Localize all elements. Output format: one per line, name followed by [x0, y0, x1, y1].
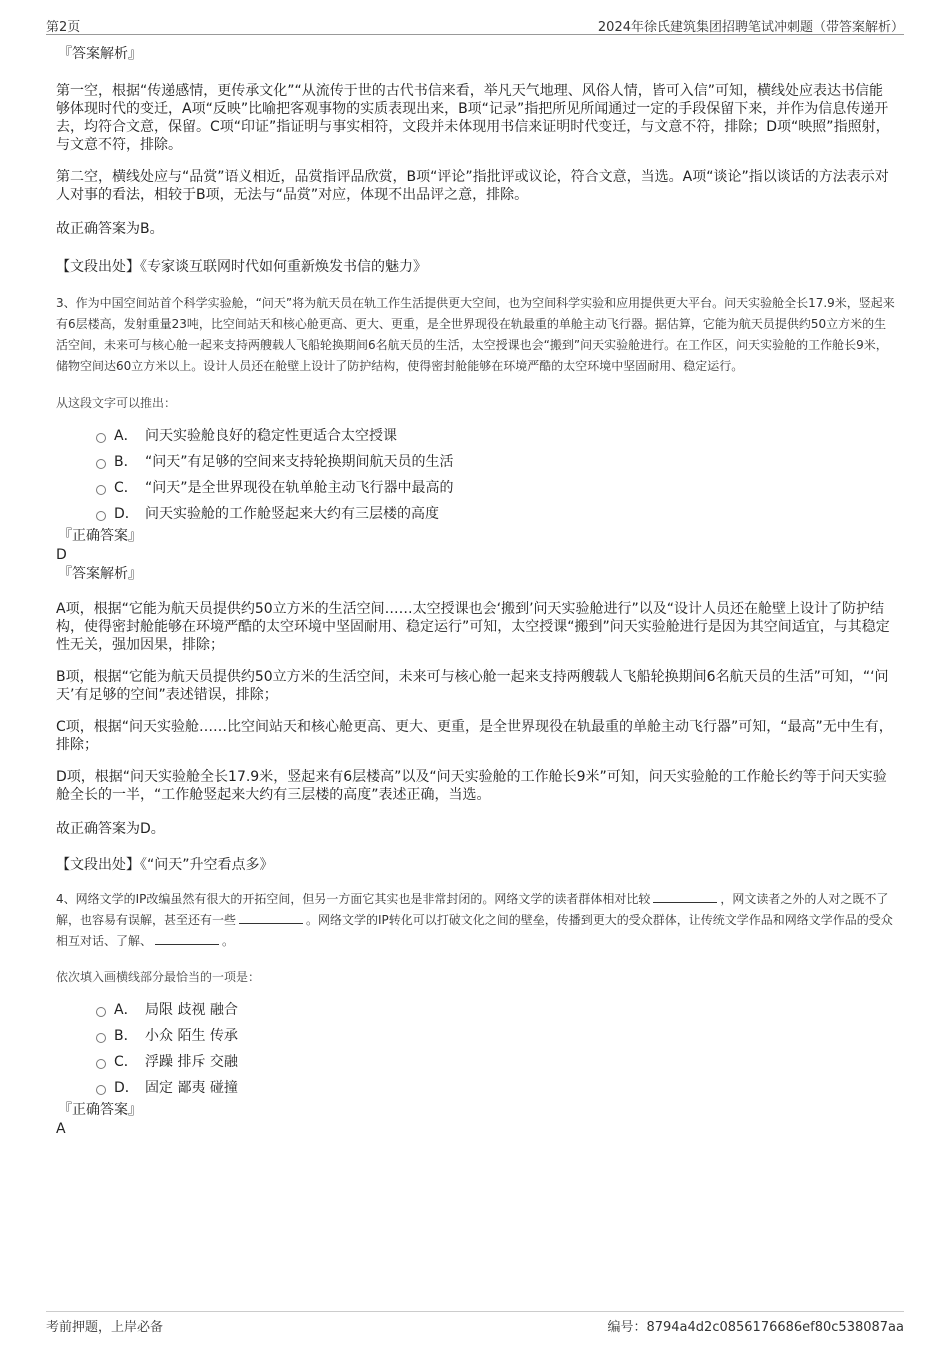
option-c[interactable]	[96, 1048, 896, 1074]
option-d[interactable]	[96, 500, 896, 526]
page-header	[46, 14, 904, 35]
analysis-paragraph: 第二空，横线处应与“品赏”语义相近，品赏指评品欣赏，B项“评论”指批评或议论，符合文意，当选。A项“谈论”指以谈话的方法表示对人对事的看法，相较于B项，无法与“品赏”对应，体现不出品评之意，排除。	[56, 169, 889, 203]
page-content	[56, 44, 896, 1138]
radio-icon[interactable]	[96, 485, 106, 495]
option-text: 小众 陌生 传承	[145, 1028, 238, 1044]
analysis-heading: 『答案解析』	[58, 566, 142, 582]
option-letter: A．	[114, 1002, 138, 1018]
passage-source: 【文段出处】《专家谈互联网时代如何重新焕发书信的魅力》	[56, 259, 427, 275]
analysis-paragraph: D项，根据“问天实验舱全长17.9米，竖起来有6层楼高”以及“问天实验舱的工作舱长9米”可知，问天实验舱的工作舱长约等于问天实验舱全长的一半，“工作舱竖起来大约有三层楼的高度”表述正确，当选。	[56, 769, 887, 803]
option-a[interactable]	[96, 996, 896, 1022]
passage-source: 【文段出处】《“问天”升空看点多》	[56, 857, 274, 873]
option-text: 问天实验舱的工作舱竖起来大约有三层楼的高度	[145, 506, 439, 522]
option-b[interactable]	[96, 1022, 896, 1048]
option-letter: C．	[114, 1054, 138, 1070]
analysis-paragraph: A项，根据“它能为航天员提供约50立方米的生活空间……太空授课也会‘搬到’问天实验舱进行”以及“设计人员还在舱壁上设计了防护结构，使得密封舱能够在环境严酷的太空环境中坚固耐用、稳定运行”可知，太空授课“搬到”问天实验舱进行是因为其空间适宜，与其稳定性无关，强加因果，排除；	[56, 601, 890, 653]
option-text: 局限 歧视 融合	[145, 1002, 238, 1018]
analysis-conclusion: 故正确答案为B。	[56, 221, 164, 237]
code-value: 8794a4d2c0856176686ef80c538087aa	[646, 1320, 904, 1335]
correct-answer: D	[56, 547, 67, 563]
fill-blank	[653, 890, 717, 903]
radio-icon[interactable]	[96, 511, 106, 521]
radio-icon[interactable]	[96, 1033, 106, 1043]
analysis-heading: 『答案解析』	[58, 46, 142, 62]
option-d[interactable]	[96, 1074, 896, 1100]
question-3	[56, 293, 896, 875]
question-prompt: 从这段文字可以推出：	[56, 396, 177, 410]
question-text-part: 4、网络文学的IP改编虽然有很大的开拓空间，但另一方面它其实也是非常封闭的。网络文学的读者群体相对比较	[56, 892, 651, 906]
page-number: 第2页	[46, 20, 81, 35]
option-letter: C．	[114, 480, 138, 496]
question-text: 3、作为中国空间站首个科学实验舱，“问天”将为航天员在轨工作生活提供更大空间，也为空间科学实验和应用提供更大平台。问天实验舱全长17.9米，竖起来有6层楼高，发射重量23吨，比空间站天和核心舱更高、更大、更重，是全世界现役在轨最重的单舱主动飞行器。据估算，它能为航天员提供约50立方米的生活空间，未来可与核心舱一起来支持两艘载人飞船轮换期间6名航天员的生活，太空授课也会“搬到”问天实验舱进行。在工作区，问天实验舱的工作舱长9米，储物空间达60立方米以上。设计人员还在舱壁上设计了防护结构，使得密封舱能够在环境严酷的太空环境中坚固耐用、稳定运行。	[56, 296, 895, 373]
option-b[interactable]	[96, 448, 896, 474]
option-a[interactable]	[96, 422, 896, 448]
question-text-part: 。	[222, 934, 235, 948]
code-label: 编号：	[607, 1320, 647, 1335]
question-text-part: 。网络文学的IP转化可以打破文化之间的壁垒，传播到更大的受众群体，让传统文学作品和网络文学作品的受众相互对话、了解、	[56, 913, 893, 948]
correct-answer: A	[56, 1121, 66, 1137]
footer-slogan: 考前押题，上岸必备	[46, 1320, 164, 1335]
question-text	[56, 889, 896, 952]
question-text-part: ，网文读者之外的人对之既不了解，也容易有误解，甚至还有一些	[56, 892, 889, 927]
correct-answer-heading: 『正确答案』	[58, 528, 142, 544]
document-title: 2024年徐氏建筑集团招聘笔试冲刺题（带答案解析）	[597, 20, 904, 35]
option-letter: B．	[114, 454, 138, 470]
option-letter: A．	[114, 428, 138, 444]
option-c[interactable]	[96, 474, 896, 500]
radio-icon[interactable]	[96, 1059, 106, 1069]
option-letter: D．	[114, 506, 139, 522]
option-text: 固定 鄙夷 碰撞	[145, 1080, 238, 1096]
option-text: “问天”有足够的空间来支持轮换期间航天员的生活	[145, 454, 454, 470]
analysis-paragraph: 第一空，根据“传递感情，更传承文化”“从流传于世的古代书信来看，举凡天气地理、风俗人情，皆可入信”可知，横线处应表达书信能够体现时代的变迁，A项“反映”比喻把客观事物的实质表现出来，B项“记录”指把所见所闻通过一定的手段保留下来，并作为信息传递开去，均符合文意，保留。C项“印证”指证明与事实相符，文段并未体现用书信来证明时代变迁，与文意不符，排除；D项“映照”指照射，与文意不符，排除。	[56, 83, 890, 153]
option-text: “问天”是全世界现役在轨单舱主动飞行器中最高的	[145, 480, 454, 496]
page-footer	[46, 1311, 904, 1336]
analysis-paragraph: C项，根据“问天实验舱……比空间站天和核心舱更高、更大、更重，是全世界现役在轨最重的单舱主动飞行器”可知，“最高”无中生有，排除；	[56, 719, 893, 753]
question-2-analysis	[56, 44, 896, 277]
radio-icon[interactable]	[96, 433, 106, 443]
question-prompt: 依次填入画横线部分最恰当的一项是：	[56, 970, 261, 984]
analysis-paragraph: B项，根据“它能为航天员提供约50立方米的生活空间，未来可与核心舱一起来支持两艘载人飞船轮换期间6名航天员的生活”可知，“‘问天’有足够的空间”表述错误，排除；	[56, 669, 889, 703]
radio-icon[interactable]	[96, 1007, 106, 1017]
radio-icon[interactable]	[96, 1085, 106, 1095]
radio-icon[interactable]	[96, 459, 106, 469]
fill-blank	[239, 911, 303, 924]
analysis-conclusion: 故正确答案为D。	[56, 821, 165, 837]
document-code	[607, 1316, 904, 1335]
option-text: 浮躁 排斥 交融	[145, 1054, 238, 1070]
option-list	[96, 422, 896, 526]
question-4	[56, 889, 896, 1138]
option-letter: B．	[114, 1028, 138, 1044]
option-letter: D．	[114, 1080, 139, 1096]
option-list	[96, 996, 896, 1100]
correct-answer-heading: 『正确答案』	[58, 1102, 142, 1118]
fill-blank	[155, 932, 219, 945]
option-text: 问天实验舱良好的稳定性更适合太空授课	[145, 428, 397, 444]
